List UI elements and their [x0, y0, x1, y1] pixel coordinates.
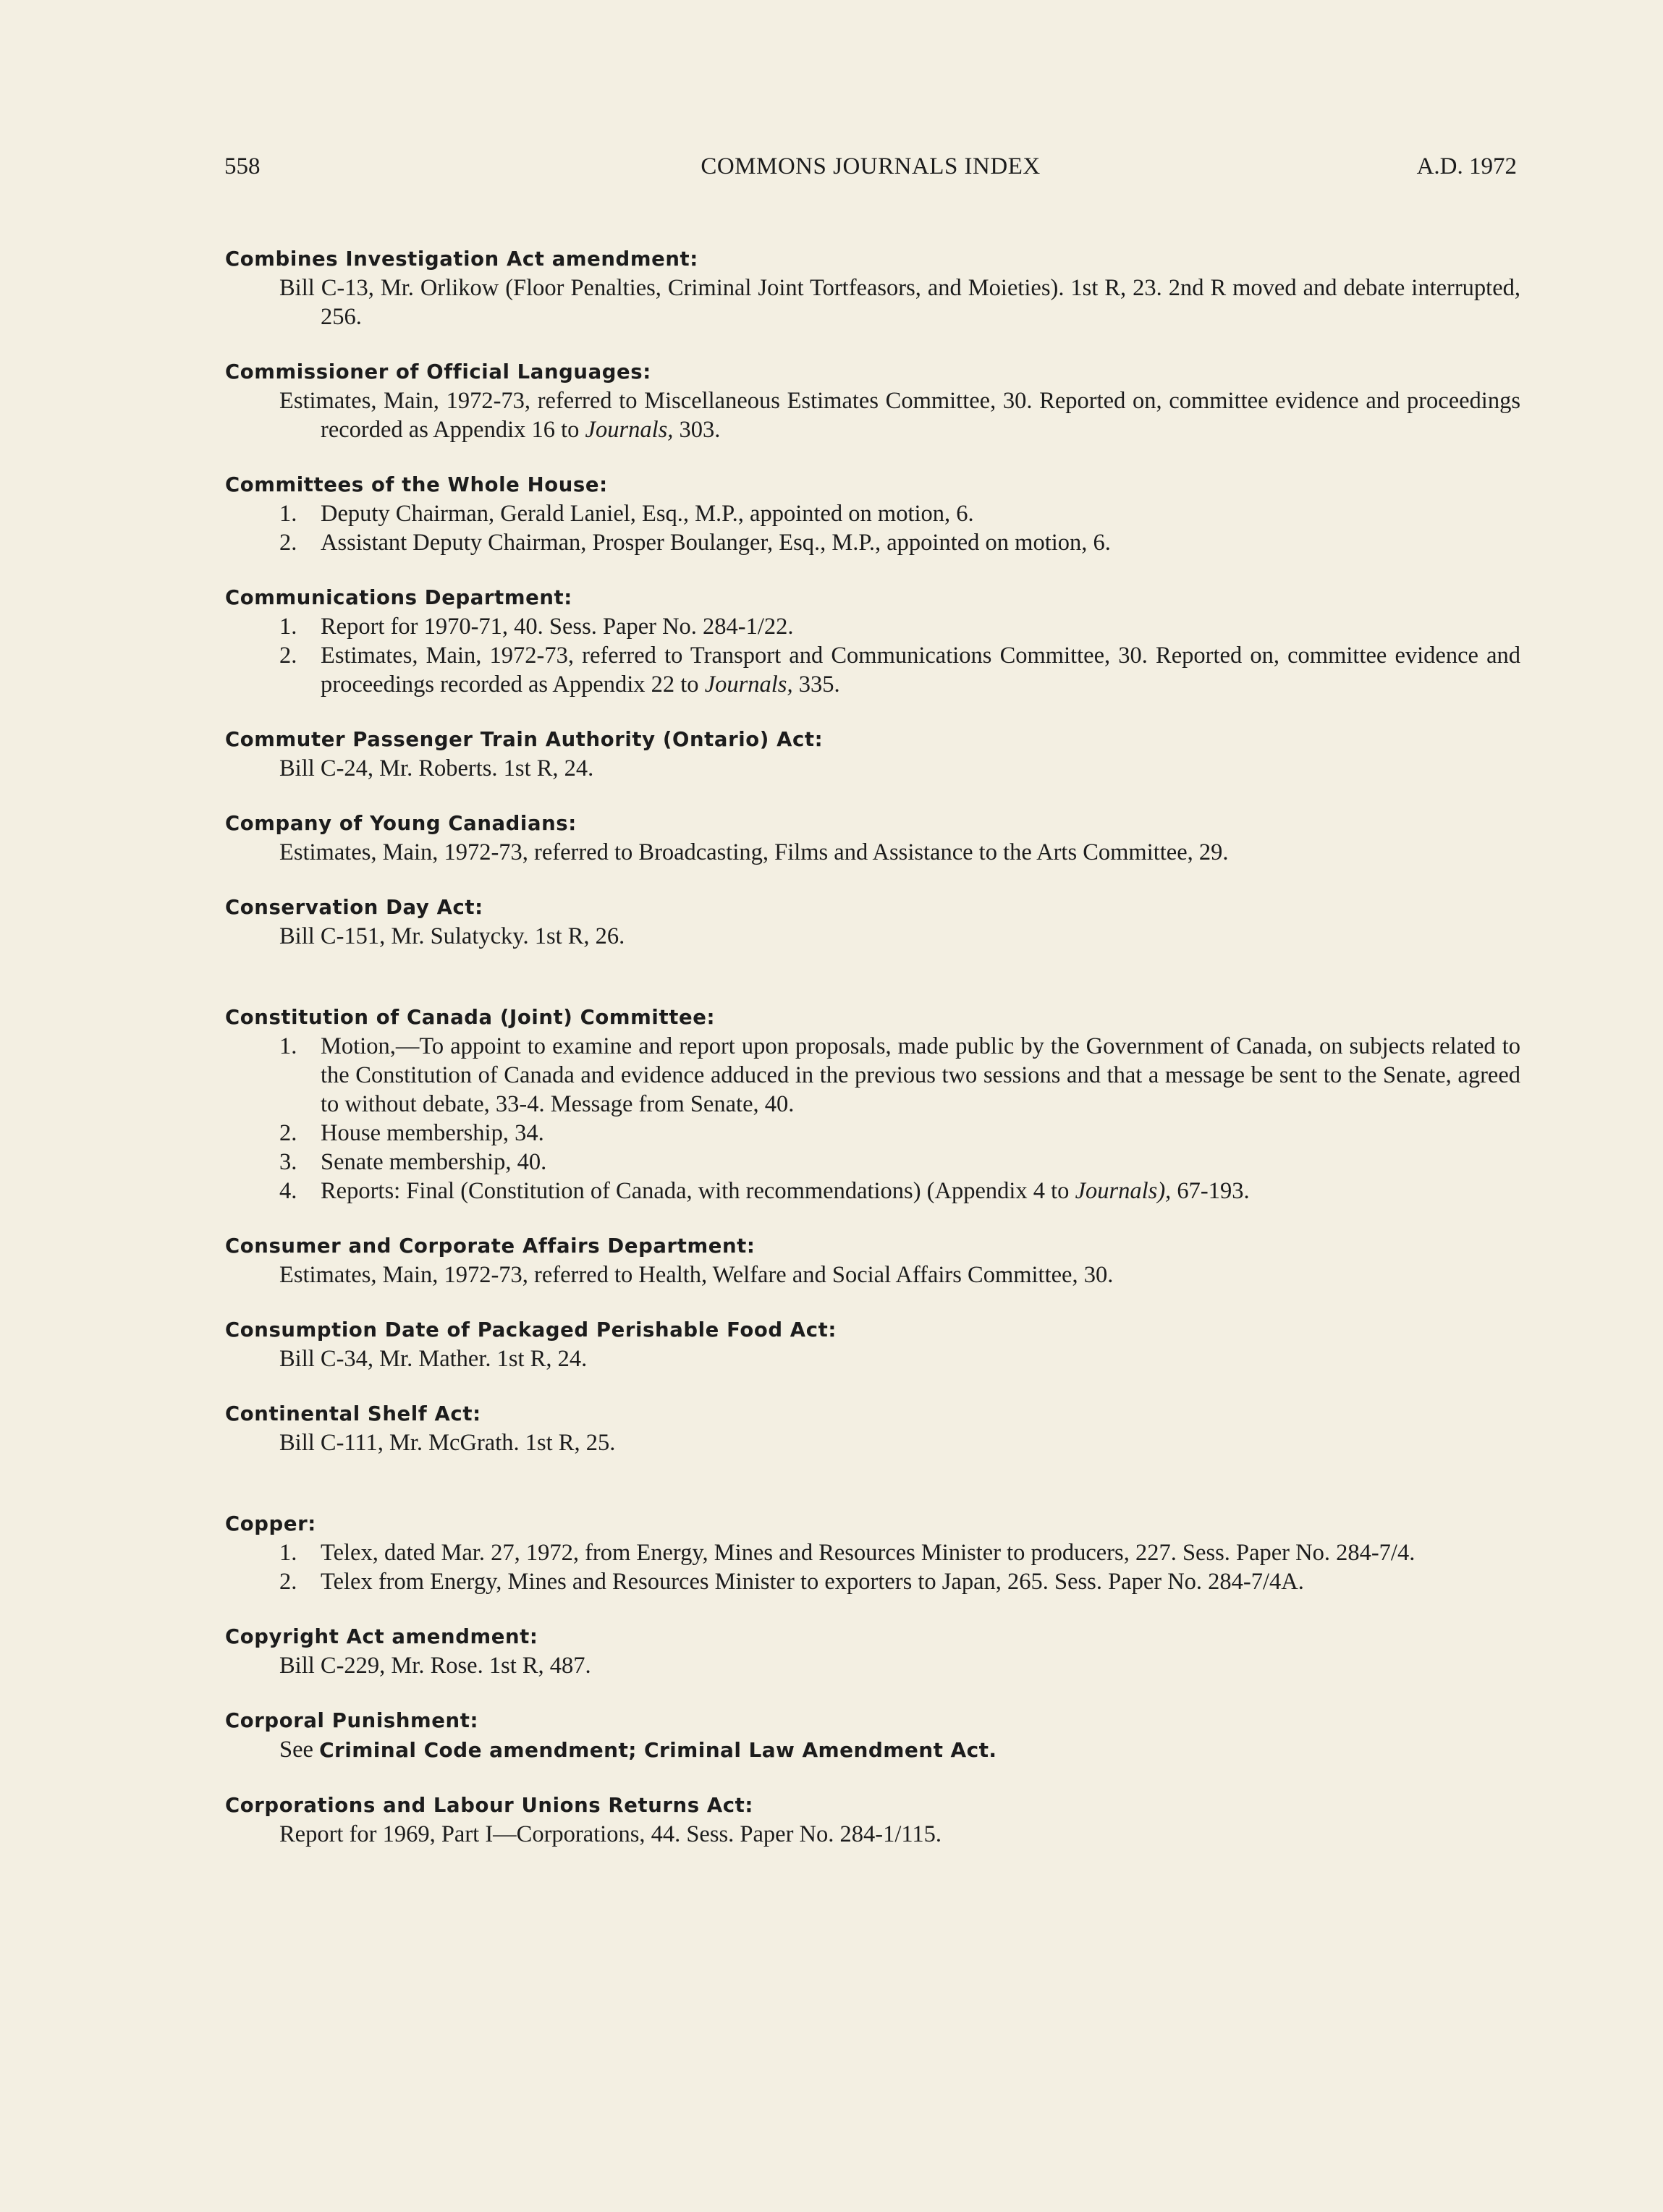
entry-item: 2. Estimates, Main, 1972-73, referred to Transport and Communications Committee, 30. Reported on, committee evidence and proceedings recorded as Appendix 22 to Journals, 335. [279, 643, 1520, 698]
entry-item: 1. Motion,—To appoint to examine and report upon proposals, made public by the Government of Canada, on subjects related to the Constitution of Canada and evidence adduced in the previous two sessions and that a message be sent to the Senate, agreed to without debate, 33-4. Message from Senate, 40. [279, 1033, 1520, 1117]
entry-item: 2. Telex from Energy, Mines and Resources Minister to exporters to Japan, 265. Sess. Paper No. 284-7/4A. [279, 1569, 1304, 1595]
entry-text: Bill C-24, Mr. Roberts. 1st R, 24. [279, 755, 594, 781]
index-entry [225, 893, 1520, 951]
entry-heading: Consumption Date of Packaged Perishable Food Act: [225, 1318, 837, 1342]
header-year: A.D. 1972 [1416, 153, 1517, 179]
entry-heading: Communications Department: [225, 586, 572, 609]
index-entry [225, 1509, 1520, 1596]
entry-item: 1. Telex, dated Mar. 27, 1972, from Energy, Mines and Resources Minister to producers, 227. Sess. Paper No. 284-7/4. [279, 1540, 1416, 1566]
entry-heading: Commissioner of Official Languages: [225, 360, 651, 384]
index-entry [225, 1232, 1520, 1289]
index-entry [225, 1706, 1520, 1765]
index-entry [225, 583, 1520, 699]
entry-heading: Conservation Day Act: [225, 896, 483, 919]
index-entry [225, 725, 1520, 783]
index-entry [225, 1791, 1520, 1849]
entry-text: Report for 1969, Part I—Corporations, 44. Sess. Paper No. 284-1/115. [279, 1821, 942, 1847]
entry-heading: Company of Young Canadians: [225, 812, 577, 835]
entry-heading: Corporations and Labour Unions Returns Act: [225, 1794, 753, 1817]
entry-item: 1. Report for 1970-71, 40. Sess. Paper No. 284-1/22. [279, 614, 794, 640]
entry-heading: Copper: [225, 1512, 316, 1535]
page-number: 558 [224, 153, 261, 179]
entry-item: 2. House membership, 34. [279, 1120, 544, 1146]
index-entry [225, 1399, 1520, 1457]
index-entry [225, 1315, 1520, 1373]
entry-text: Estimates, Main, 1972-73, referred to Miscellaneous Estimates Committee, 30. Reported on, committee evidence and proceedings recorded as Appendix 16 to Journals, 303. [279, 388, 1520, 443]
entry-text: Bill C-13, Mr. Orlikow (Floor Penalties, Criminal Joint Tortfeasors, and Moieties). 1st R, 23. 2nd R moved and debate interrupted, 256. [279, 275, 1520, 330]
entry-text: Bill C-111, Mr. McGrath. 1st R, 25. [279, 1430, 616, 1456]
page-header [224, 153, 1517, 190]
entry-cross-reference: See Criminal Code amendment; Criminal Law Amendment Act. [279, 1737, 997, 1763]
entry-text: Estimates, Main, 1972-73, referred to Health, Welfare and Social Affairs Committee, 30. [279, 1262, 1114, 1288]
index-entry [225, 1003, 1520, 1205]
entry-item: 2. Assistant Deputy Chairman, Prosper Boulanger, Esq., M.P., appointed on motion, 6. [279, 530, 1111, 556]
entry-heading: Consumer and Corporate Affairs Department: [225, 1234, 756, 1258]
entry-text: Bill C-34, Mr. Mather. 1st R, 24. [279, 1346, 588, 1372]
entry-text: Bill C-151, Mr. Sulatycky. 1st R, 26. [279, 923, 625, 949]
entry-heading: Copyright Act amendment: [225, 1625, 538, 1648]
entry-item: 4. Reports: Final (Constitution of Canada, with recommendations) (Appendix 4 to Journals), 67-193. [279, 1178, 1250, 1204]
index-entry [225, 470, 1520, 557]
running-title: COMMONS JOURNALS INDEX [701, 153, 1041, 179]
entry-item: 3. Senate membership, 40. [279, 1149, 547, 1175]
index-entry [225, 245, 1520, 331]
entry-text: Estimates, Main, 1972-73, referred to Broadcasting, Films and Assistance to the Arts Committee, 29. [279, 839, 1229, 865]
entry-heading: Committees of the Whole House: [225, 473, 608, 496]
entry-heading: Commuter Passenger Train Authority (Ontario) Act: [225, 728, 824, 751]
index-content [225, 245, 1520, 1875]
entry-heading: Corporal Punishment: [225, 1709, 479, 1732]
entry-heading: Combines Investigation Act amendment: [225, 247, 698, 271]
index-entry [225, 357, 1520, 444]
entry-heading: Constitution of Canada (Joint) Committee: [225, 1006, 716, 1029]
index-entry [225, 1622, 1520, 1680]
entry-text: Bill C-229, Mr. Rose. 1st R, 487. [279, 1653, 591, 1679]
entry-heading: Continental Shelf Act: [225, 1402, 481, 1425]
index-entry [225, 809, 1520, 867]
entry-item: 1. Deputy Chairman, Gerald Laniel, Esq., M.P., appointed on motion, 6. [279, 501, 974, 527]
